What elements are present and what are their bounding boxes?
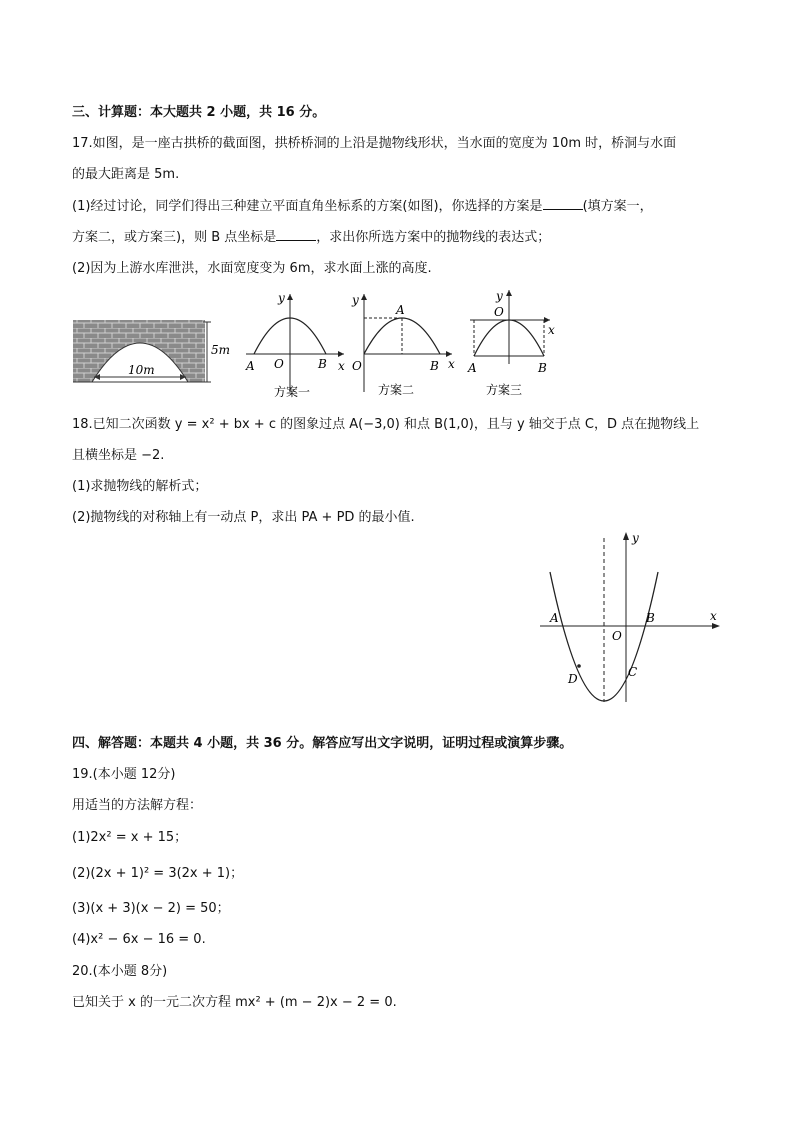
- section-3-heading: 三、计算题：本大题共 2 小题，共 16 分。: [72, 105, 326, 120]
- q18-line-2: 且横坐标是 −2.: [72, 448, 165, 463]
- figure-label: C: [628, 665, 638, 679]
- figure-label: B: [430, 359, 439, 373]
- figure-label: x: [710, 609, 717, 623]
- figure-label: y: [278, 291, 285, 305]
- figure-label: y: [352, 293, 359, 307]
- q17-line-3: [72, 197, 653, 217]
- q17-line-2: 的最大距离是 5m.: [72, 167, 180, 182]
- scheme-3-caption: 方案三: [486, 383, 523, 397]
- point-d: [577, 664, 581, 668]
- figure-label: A: [468, 361, 477, 375]
- q19-title: 19.(本小题 12分): [72, 767, 176, 782]
- figure-label: D: [568, 672, 578, 686]
- figure-label: A: [396, 303, 405, 317]
- q18-line-3: (1)求抛物线的解析式；: [72, 479, 208, 494]
- scheme-1-caption: 方案一: [274, 385, 311, 399]
- q18-line-1: 18.已知二次函数 y = x² + bx + c 的图象过点 A(−3,0) 和点 B(1,0)，且与 y 轴交于点 C，D 点在抛物线上: [72, 417, 700, 432]
- scheme-3-figure: [462, 284, 562, 400]
- figure-label: O: [494, 305, 504, 319]
- figure-label: x: [548, 323, 555, 337]
- q19-equation-3: (3)(x + 3)(x − 2) = 50；: [72, 901, 230, 916]
- figure-label: B: [318, 357, 327, 371]
- q17-part1-text-b: (填方案一，: [582, 199, 653, 214]
- figure-label: A: [246, 359, 255, 373]
- q18-line-4: (2)抛物线的对称轴上有一动点 P，求出 PA + PD 的最小值.: [72, 510, 415, 525]
- scheme-1-figure: [240, 288, 352, 400]
- figure-label: O: [612, 629, 622, 643]
- q17-line-4: [72, 228, 550, 248]
- q20-title: 20.(本小题 8分): [72, 964, 168, 979]
- answer-blank-scheme[interactable]: [543, 197, 583, 210]
- figure-label: B: [538, 361, 547, 375]
- q19-equation-1: (1)2x² = x + 15；: [72, 830, 188, 845]
- figure-label: A: [550, 611, 559, 625]
- bridge-height-label: 5m: [211, 343, 231, 357]
- q18-graph: [536, 530, 726, 706]
- q20-line-1: 已知关于 x 的一元二次方程 mx² + (m − 2)x − 2 = 0.: [72, 995, 397, 1010]
- q19-intro: 用适当的方法解方程：: [72, 798, 203, 813]
- bridge-width-label: 10m: [128, 363, 155, 377]
- figure-label: B: [646, 611, 655, 625]
- q19-equation-4: (4)x² − 6x − 16 = 0.: [72, 932, 206, 947]
- figure-label: x: [448, 357, 455, 371]
- q17-part1-text-d: ，求出你所选方案中的抛物线的表达式；: [316, 230, 551, 245]
- figure-label: y: [496, 289, 503, 303]
- figure-label: O: [352, 359, 362, 373]
- figure-label: x: [338, 359, 345, 373]
- figure-label: y: [632, 531, 639, 545]
- figure-label: O: [274, 357, 284, 371]
- q17-part1-text: (1)经过讨论，同学们得出三种建立平面直角坐标系的方案(如图)，你选择的方案是: [72, 199, 543, 214]
- section-4-heading: 四、解答题：本题共 4 小题，共 36 分。解答应写出文字说明，证明过程或演算步骤。: [72, 736, 573, 751]
- scheme-2-figure: [348, 288, 462, 400]
- q17-line-1: 17.如图，是一座古拱桥的截面图，拱桥桥洞的上沿是抛物线形状，当水面的宽度为 10m 时，桥洞与水面: [72, 136, 677, 151]
- scheme-2-caption: 方案二: [378, 383, 415, 397]
- answer-blank-b-coord[interactable]: [276, 228, 316, 241]
- bridge-figure: [70, 318, 240, 390]
- q17-line-5: (2)因为上游水库泄洪，水面宽度变为 6m，求水面上涨的高度.: [72, 261, 432, 276]
- q17-part1-text-c: 方案二，或方案三)，则 B 点坐标是: [72, 230, 277, 245]
- q19-equation-2: (2)(2x + 1)² = 3(2x + 1)；: [72, 866, 244, 881]
